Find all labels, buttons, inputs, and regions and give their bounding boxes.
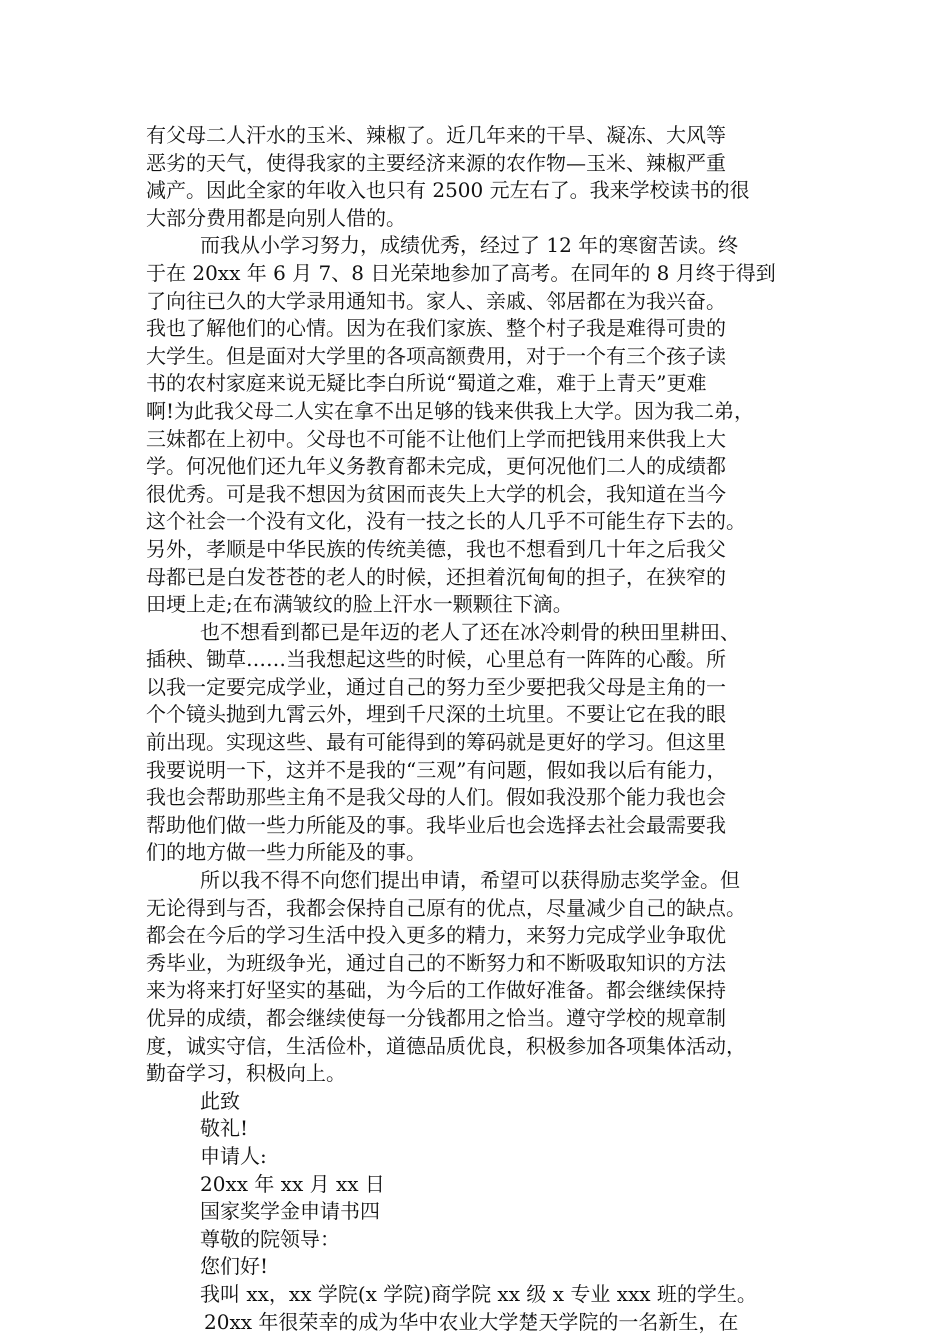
text-line: 母都已是白发苍苍的老人的时候，还担着沉甸甸的担子，在狭窄的: [146, 564, 726, 589]
text-line: 我要说明一下，这并不是我的“三观”有问题，假如我以后有能力，: [146, 757, 727, 782]
text-line: 来为将来打好坚实的基础，为今后的工作做好准备。都会继续保持: [146, 978, 726, 1003]
text-line: 啊!为此我父母二人实在拿不出足够的钱来供我上大学。因为我二弟，: [146, 398, 755, 423]
text-line: 们的地方做一些力所能及的事。: [146, 840, 426, 865]
text-line: 插秧、锄草……当我想起这些的时候，心里总有一阵阵的心酸。所: [146, 647, 726, 672]
salutation-respect: 敬礼!: [200, 1116, 249, 1141]
text-line: 恶劣的天气，使得我家的主要经济来源的农作物—玉米、辣椒严重: [146, 150, 726, 175]
text-line: 这个社会一个没有文化，没有一技之长的人几乎不可能生存下去的。: [146, 509, 746, 534]
text-line: 帮助他们做一些力所能及的事。我毕业后也会选择去社会最需要我: [146, 812, 726, 837]
text-line: 大部分费用都是向别人借的。: [146, 205, 406, 230]
text-line: 另外，孝顺是中华民族的传统美德，我也不想看到几十年之后我父: [146, 536, 726, 561]
greeting-recipient: 尊敬的院领导：: [200, 1226, 340, 1251]
text-line: 了向往已久的大学录用通知书。家人、亲戚、邻居都在为我兴奋。: [146, 288, 726, 313]
text-line: 以我一定要完成学业，通过自己的努力至少要把我父母是主角的一: [146, 674, 726, 699]
greeting-hello: 您们好!: [200, 1254, 269, 1279]
paragraph-2: [146, 232, 826, 618]
text-line: 所以我不得不向您们提出申请，希望可以获得励志奖学金。但: [200, 868, 740, 893]
text-line: 勤奋学习，积极向上。: [146, 1061, 346, 1086]
applicant-label: 申请人:: [200, 1143, 267, 1168]
text-line: 前出现。实现这些、最有可能得到的筹码就是更好的学习。但这里: [146, 730, 726, 755]
text-line: 无论得到与否，我都会保持自己原有的优点，尽量减少自己的缺点。: [146, 895, 746, 920]
text-line: 我也会帮助那些主角不是我父母的人们。假如我没那个能力我也会: [146, 785, 726, 810]
text-line: 我也了解他们的心情。因为在我们家族、整个村子我是难得可贵的: [146, 316, 726, 341]
text-line: 于在 20xx 年 6 月 7、8 日光荣地参加了高考。在同年的 8 月终于得到: [146, 260, 776, 285]
document-body: [146, 122, 826, 1336]
text-line: 优异的成绩，都会继续使每一分钱都用之恰当。遵守学校的规章制: [146, 1006, 726, 1030]
closing-section: [146, 1088, 826, 1336]
paragraph-4: [146, 867, 826, 1088]
text-line: 三妹都在上初中。父母也不可能不让他们上学而把钱用来供我上大: [146, 426, 726, 451]
text-line: 很优秀。可是我不想因为贫困而丧失上大学的机会，我知道在当今: [146, 481, 726, 506]
text-line: 学。何况他们还九年义务教育都未完成，更何况他们二人的成绩都: [146, 454, 726, 479]
text-line: 都会在今后的学习生活中投入更多的精力，来努力完成学业争取优: [146, 923, 726, 948]
text-line: 度，诚实守信，生活俭朴，道德品质优良，积极参加各项集体活动，: [146, 1033, 746, 1058]
intro-line: 我叫 xx，xx 学院(x 学院)商学院 xx 级 x 专业 xxx 班的学生。: [200, 1281, 757, 1306]
text-line: 也不想看到都已是年迈的老人了还在冰冷刺骨的秧田里耕田、: [200, 619, 740, 644]
paragraph-1: [146, 122, 826, 232]
text-line: 秀毕业，为班级争光，通过自己的不断努力和不断吸取知识的方法: [146, 950, 726, 975]
text-line: 有父母二人汗水的玉米、辣椒了。近几年来的干旱、凝冻、大风等: [146, 123, 726, 147]
text-line: 个个镜头抛到九霄云外，埋到千尺深的土坑里。不要让它在我的眼: [146, 702, 726, 727]
text-line: 书的农村家庭来说无疑比李白所说“蜀道之难，难于上青天”更难: [146, 371, 707, 396]
text-line: 而我从小学习努力，成绩优秀，经过了 12 年的寒窗苦读。终: [200, 233, 739, 258]
section-title: 国家奖学金申请书四: [200, 1199, 380, 1224]
salutation-closing: 此致: [200, 1088, 240, 1113]
paragraph-3: [146, 619, 826, 867]
text-line: 20xx 年很荣幸的成为华中农业大学楚天学院的一名新生，在: [204, 1309, 739, 1334]
text-line: 大学生。但是面对大学里的各项高额费用，对于一个有三个孩子读: [146, 343, 726, 368]
text-line: 减产。因此全家的年收入也只有 2500 元左右了。我来学校读书的很: [146, 178, 750, 203]
text-line: 田埂上走;在布满皱纹的脸上汗水一颗颗往下滴。: [146, 592, 573, 617]
date-line: 20xx 年 xx 月 xx 日: [200, 1171, 385, 1196]
